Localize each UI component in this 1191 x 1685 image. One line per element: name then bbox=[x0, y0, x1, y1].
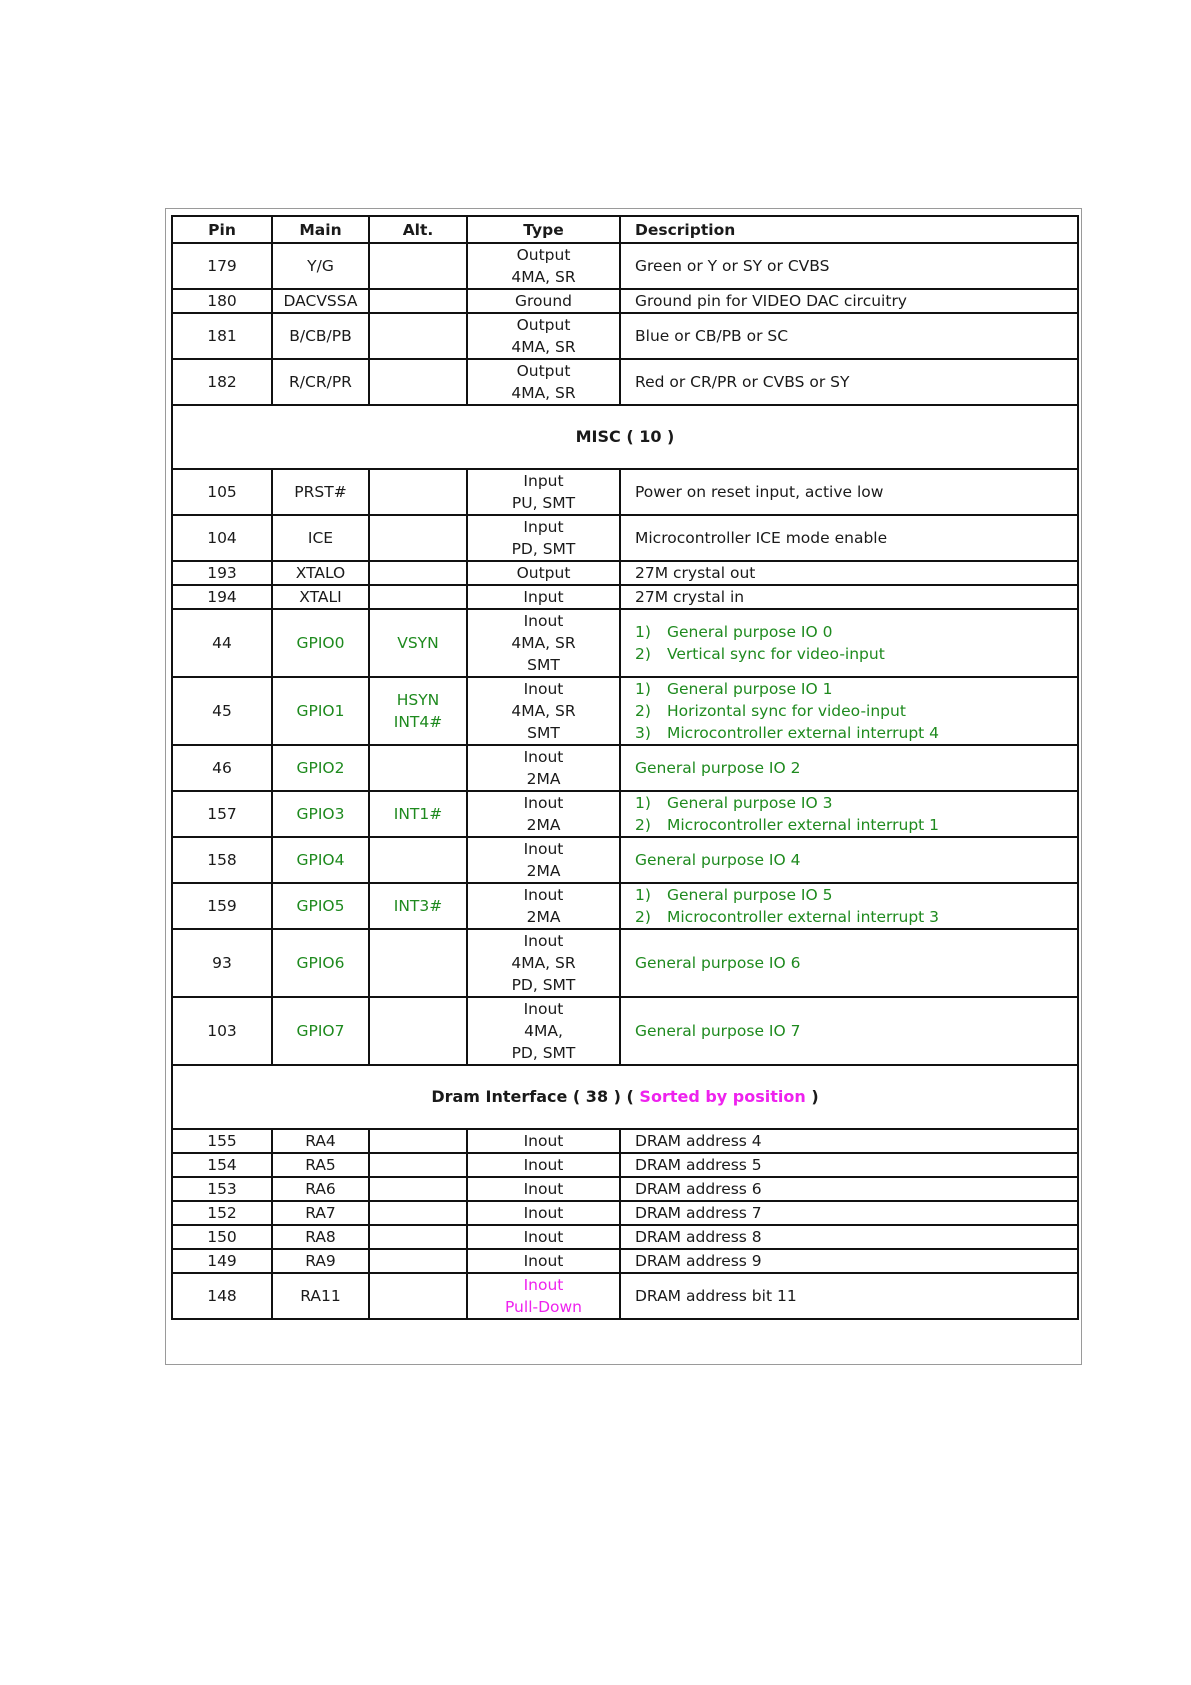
header-row bbox=[172, 216, 1078, 243]
table-row bbox=[172, 469, 1078, 515]
type-line: Inout bbox=[523, 1180, 564, 1198]
type-line: SMT bbox=[527, 724, 560, 742]
cell-pin: 93 bbox=[172, 929, 272, 997]
cell-main: DACVSSA bbox=[272, 289, 369, 313]
cell-alt bbox=[369, 883, 467, 929]
cell-type bbox=[467, 515, 620, 561]
table-body-top bbox=[172, 243, 1078, 405]
cell-main: RA5 bbox=[272, 1153, 369, 1177]
type-line: Inout bbox=[523, 680, 564, 698]
cell-main: RA4 bbox=[272, 1129, 369, 1153]
description-item bbox=[635, 700, 1071, 722]
description-line: Red or CR/PR or CVBS or SY bbox=[635, 373, 850, 391]
cell-type bbox=[467, 1153, 620, 1177]
misc-section bbox=[172, 405, 1078, 469]
type-line: Inout bbox=[523, 612, 564, 630]
type-line: 2MA bbox=[526, 816, 561, 834]
cell-pin: 159 bbox=[172, 883, 272, 929]
cell-type bbox=[467, 1177, 620, 1201]
item-number: 1) bbox=[635, 680, 651, 698]
table-row bbox=[172, 609, 1078, 677]
type-line: Output bbox=[516, 246, 571, 264]
alt-line: INT3# bbox=[393, 897, 443, 915]
table-body-misc bbox=[172, 469, 1078, 1065]
item-number: 2) bbox=[635, 702, 651, 720]
cell-alt bbox=[369, 929, 467, 997]
item-text: General purpose IO 3 bbox=[667, 794, 833, 812]
cell-main: Y/G bbox=[272, 243, 369, 289]
description-item bbox=[635, 906, 1071, 928]
cell-description bbox=[620, 243, 1078, 289]
description-item bbox=[635, 792, 1071, 814]
item-number: 2) bbox=[635, 816, 651, 834]
cell-pin: 181 bbox=[172, 313, 272, 359]
cell-type bbox=[467, 883, 620, 929]
description-line: DRAM address 4 bbox=[635, 1132, 762, 1150]
description-line: DRAM address 5 bbox=[635, 1156, 762, 1174]
section-row bbox=[172, 1065, 1078, 1129]
description-item bbox=[635, 621, 1071, 643]
item-number: 1) bbox=[635, 794, 651, 812]
type-line: 2MA bbox=[526, 770, 561, 788]
item-text: Microcontroller external interrupt 3 bbox=[667, 908, 940, 926]
cell-pin: 155 bbox=[172, 1129, 272, 1153]
description-line: Microcontroller ICE mode enable bbox=[635, 529, 888, 547]
description-line: DRAM address 7 bbox=[635, 1204, 762, 1222]
type-line: Inout bbox=[523, 932, 564, 950]
cell-description bbox=[620, 745, 1078, 791]
type-line: Inout bbox=[523, 886, 564, 904]
description-line: DRAM address 9 bbox=[635, 1252, 762, 1270]
cell-alt bbox=[369, 515, 467, 561]
cell-main: GPIO6 bbox=[272, 929, 369, 997]
cell-description bbox=[620, 791, 1078, 837]
type-line: Inout bbox=[523, 1000, 564, 1018]
cell-type bbox=[467, 561, 620, 585]
section-title-dram-b: ) bbox=[811, 1087, 819, 1106]
type-line: PD, SMT bbox=[511, 540, 576, 558]
type-line: Inout bbox=[523, 840, 564, 858]
cell-alt bbox=[369, 1129, 467, 1153]
table-row bbox=[172, 745, 1078, 791]
item-number: 2) bbox=[635, 645, 651, 663]
cell-main: RA7 bbox=[272, 1201, 369, 1225]
cell-description bbox=[620, 515, 1078, 561]
table-row bbox=[172, 677, 1078, 745]
cell-type bbox=[467, 1273, 620, 1319]
cell-type bbox=[467, 1201, 620, 1225]
cell-pin: 194 bbox=[172, 585, 272, 609]
cell-main: ICE bbox=[272, 515, 369, 561]
cell-alt bbox=[369, 1249, 467, 1273]
description-item bbox=[635, 643, 1071, 665]
description-line: Power on reset input, active low bbox=[635, 483, 884, 501]
cell-description bbox=[620, 1129, 1078, 1153]
description-line: General purpose IO 4 bbox=[635, 851, 801, 869]
cell-type bbox=[467, 359, 620, 405]
type-line: 4MA, SR bbox=[511, 384, 576, 402]
table-row bbox=[172, 1201, 1078, 1225]
cell-main: RA6 bbox=[272, 1177, 369, 1201]
pin-table bbox=[171, 215, 1079, 1320]
type-line: Ground bbox=[514, 292, 572, 310]
cell-alt bbox=[369, 609, 467, 677]
item-text: Vertical sync for video-input bbox=[667, 645, 885, 663]
cell-main: R/CR/PR bbox=[272, 359, 369, 405]
cell-pin: 103 bbox=[172, 997, 272, 1065]
cell-pin: 105 bbox=[172, 469, 272, 515]
cell-description bbox=[620, 313, 1078, 359]
cell-alt bbox=[369, 359, 467, 405]
type-line: 4MA, bbox=[524, 1022, 563, 1040]
cell-main: PRST# bbox=[272, 469, 369, 515]
cell-pin: 179 bbox=[172, 243, 272, 289]
description-line: Blue or CB/PB or SC bbox=[635, 327, 789, 345]
type-line: Output bbox=[516, 362, 571, 380]
table-row bbox=[172, 289, 1078, 313]
cell-type bbox=[467, 1249, 620, 1273]
type-line: PD, SMT bbox=[511, 1044, 576, 1062]
type-line: Inout bbox=[523, 1156, 564, 1174]
cell-description bbox=[620, 1225, 1078, 1249]
cell-type bbox=[467, 469, 620, 515]
type-line: Output bbox=[516, 564, 571, 582]
type-line: 2MA bbox=[526, 908, 561, 926]
alt-line: VSYN bbox=[397, 634, 439, 652]
type-line: Inout bbox=[523, 1252, 564, 1270]
type-line: Input bbox=[523, 472, 564, 490]
cell-description bbox=[620, 997, 1078, 1065]
cell-pin: 158 bbox=[172, 837, 272, 883]
header-description: Description bbox=[620, 216, 1078, 243]
cell-type bbox=[467, 609, 620, 677]
description-item bbox=[635, 678, 1071, 700]
description-line: General purpose IO 6 bbox=[635, 954, 801, 972]
cell-pin: 148 bbox=[172, 1273, 272, 1319]
cell-type bbox=[467, 929, 620, 997]
cell-alt bbox=[369, 313, 467, 359]
alt-line: HSYN bbox=[396, 691, 440, 709]
section-title-dram-a: Dram Interface ( 38 ) ( bbox=[431, 1087, 634, 1106]
cell-type bbox=[467, 791, 620, 837]
description-line: DRAM address 8 bbox=[635, 1228, 762, 1246]
cell-alt bbox=[369, 1201, 467, 1225]
table-row bbox=[172, 515, 1078, 561]
cell-alt bbox=[369, 585, 467, 609]
cell-main: GPIO7 bbox=[272, 997, 369, 1065]
section-title-dram bbox=[172, 1065, 1078, 1129]
cell-description bbox=[620, 561, 1078, 585]
type-line: 4MA, SR bbox=[511, 954, 576, 972]
cell-type bbox=[467, 997, 620, 1065]
description-line: DRAM address 6 bbox=[635, 1180, 762, 1198]
description-list bbox=[635, 621, 1071, 665]
sorted-by-position-note: Sorted by position bbox=[639, 1087, 806, 1106]
type-line: Inout bbox=[523, 748, 564, 766]
cell-alt bbox=[369, 791, 467, 837]
cell-main: RA8 bbox=[272, 1225, 369, 1249]
item-text: Microcontroller external interrupt 4 bbox=[667, 724, 940, 742]
description-list bbox=[635, 678, 1071, 744]
cell-alt bbox=[369, 837, 467, 883]
cell-description bbox=[620, 609, 1078, 677]
item-text: General purpose IO 5 bbox=[667, 886, 833, 904]
type-line: Input bbox=[523, 588, 564, 606]
cell-alt bbox=[369, 1273, 467, 1319]
cell-type bbox=[467, 677, 620, 745]
cell-alt bbox=[369, 997, 467, 1065]
cell-main: GPIO0 bbox=[272, 609, 369, 677]
type-line: Inout bbox=[523, 1276, 564, 1294]
item-number: 2) bbox=[635, 908, 651, 926]
cell-main: RA11 bbox=[272, 1273, 369, 1319]
description-item bbox=[635, 722, 1071, 744]
cell-pin: 104 bbox=[172, 515, 272, 561]
cell-main: GPIO2 bbox=[272, 745, 369, 791]
cell-alt bbox=[369, 469, 467, 515]
description-line: 27M crystal in bbox=[635, 588, 745, 606]
cell-type bbox=[467, 1129, 620, 1153]
header-pin: Pin bbox=[172, 216, 272, 243]
table-row bbox=[172, 585, 1078, 609]
description-line: 27M crystal out bbox=[635, 564, 756, 582]
dram-section bbox=[172, 1065, 1078, 1129]
cell-main: RA9 bbox=[272, 1249, 369, 1273]
type-line: 4MA, SR bbox=[511, 338, 576, 356]
cell-pin: 46 bbox=[172, 745, 272, 791]
section-title-misc: MISC ( 10 ) bbox=[172, 405, 1078, 469]
description-line: Green or Y or SY or CVBS bbox=[635, 257, 830, 275]
table-row bbox=[172, 791, 1078, 837]
cell-description bbox=[620, 1273, 1078, 1319]
cell-type bbox=[467, 243, 620, 289]
cell-pin: 154 bbox=[172, 1153, 272, 1177]
cell-alt bbox=[369, 289, 467, 313]
cell-type bbox=[467, 745, 620, 791]
item-number: 3) bbox=[635, 724, 651, 742]
table-row bbox=[172, 1153, 1078, 1177]
description-list bbox=[635, 884, 1071, 928]
cell-pin: 45 bbox=[172, 677, 272, 745]
type-line: Input bbox=[523, 518, 564, 536]
header-alt: Alt. bbox=[369, 216, 467, 243]
cell-description bbox=[620, 1177, 1078, 1201]
table-row bbox=[172, 1273, 1078, 1319]
cell-pin: 149 bbox=[172, 1249, 272, 1273]
cell-description bbox=[620, 929, 1078, 997]
cell-pin: 157 bbox=[172, 791, 272, 837]
cell-alt bbox=[369, 1153, 467, 1177]
table-row bbox=[172, 1129, 1078, 1153]
description-item bbox=[635, 884, 1071, 906]
type-line: PD, SMT bbox=[511, 976, 576, 994]
cell-description bbox=[620, 677, 1078, 745]
table-row bbox=[172, 243, 1078, 289]
cell-description bbox=[620, 469, 1078, 515]
cell-description bbox=[620, 1249, 1078, 1273]
item-text: General purpose IO 1 bbox=[667, 680, 833, 698]
type-line: 4MA, SR bbox=[511, 268, 576, 286]
cell-main: GPIO3 bbox=[272, 791, 369, 837]
description-line: General purpose IO 2 bbox=[635, 759, 801, 777]
cell-type bbox=[467, 313, 620, 359]
table-row bbox=[172, 1249, 1078, 1273]
cell-main: B/CB/PB bbox=[272, 313, 369, 359]
alt-line: INT4# bbox=[393, 713, 443, 731]
table-row bbox=[172, 837, 1078, 883]
cell-alt bbox=[369, 1225, 467, 1249]
cell-main: XTALO bbox=[272, 561, 369, 585]
cell-description bbox=[620, 289, 1078, 313]
table-row bbox=[172, 359, 1078, 405]
cell-alt bbox=[369, 243, 467, 289]
type-line: 4MA, SR bbox=[511, 634, 576, 652]
table-row bbox=[172, 1177, 1078, 1201]
table-row bbox=[172, 883, 1078, 929]
item-text: General purpose IO 0 bbox=[667, 623, 833, 641]
type-line: PU, SMT bbox=[511, 494, 576, 512]
item-number: 1) bbox=[635, 886, 651, 904]
description-list bbox=[635, 792, 1071, 836]
item-number: 1) bbox=[635, 623, 651, 641]
cell-type bbox=[467, 837, 620, 883]
cell-type bbox=[467, 1225, 620, 1249]
item-text: Microcontroller external interrupt 1 bbox=[667, 816, 940, 834]
item-text: Horizontal sync for video-input bbox=[667, 702, 906, 720]
table-row bbox=[172, 997, 1078, 1065]
cell-description bbox=[620, 359, 1078, 405]
type-line: 2MA bbox=[526, 862, 561, 880]
cell-pin: 182 bbox=[172, 359, 272, 405]
cell-type bbox=[467, 289, 620, 313]
cell-description bbox=[620, 1153, 1078, 1177]
alt-line: INT1# bbox=[393, 805, 443, 823]
type-line: SMT bbox=[527, 656, 560, 674]
cell-alt bbox=[369, 677, 467, 745]
cell-main: GPIO1 bbox=[272, 677, 369, 745]
description-item bbox=[635, 814, 1071, 836]
type-line: Inout bbox=[523, 1132, 564, 1150]
cell-description bbox=[620, 883, 1078, 929]
description-line: Ground pin for VIDEO DAC circuitry bbox=[635, 292, 907, 310]
header-main: Main bbox=[272, 216, 369, 243]
cell-main: XTALI bbox=[272, 585, 369, 609]
type-line: Inout bbox=[523, 1228, 564, 1246]
description-line: DRAM address bit 11 bbox=[635, 1287, 797, 1305]
cell-pin: 152 bbox=[172, 1201, 272, 1225]
cell-main: GPIO4 bbox=[272, 837, 369, 883]
cell-main: GPIO5 bbox=[272, 883, 369, 929]
type-line: Pull-Down bbox=[504, 1298, 583, 1316]
cell-pin: 44 bbox=[172, 609, 272, 677]
table-body-dram bbox=[172, 1129, 1078, 1319]
cell-pin: 180 bbox=[172, 289, 272, 313]
cell-alt bbox=[369, 1177, 467, 1201]
cell-pin: 193 bbox=[172, 561, 272, 585]
cell-pin: 153 bbox=[172, 1177, 272, 1201]
table-row bbox=[172, 1225, 1078, 1249]
cell-type bbox=[467, 585, 620, 609]
description-line: General purpose IO 7 bbox=[635, 1022, 801, 1040]
table-row bbox=[172, 929, 1078, 997]
table-row bbox=[172, 561, 1078, 585]
type-line: Inout bbox=[523, 794, 564, 812]
type-line: Output bbox=[516, 316, 571, 334]
cell-alt bbox=[369, 745, 467, 791]
cell-description bbox=[620, 837, 1078, 883]
cell-description bbox=[620, 1201, 1078, 1225]
table-row bbox=[172, 313, 1078, 359]
type-line: 4MA, SR bbox=[511, 702, 576, 720]
header-type: Type bbox=[467, 216, 620, 243]
section-row bbox=[172, 405, 1078, 469]
type-line: Inout bbox=[523, 1204, 564, 1222]
cell-alt bbox=[369, 561, 467, 585]
cell-pin: 150 bbox=[172, 1225, 272, 1249]
cell-description bbox=[620, 585, 1078, 609]
